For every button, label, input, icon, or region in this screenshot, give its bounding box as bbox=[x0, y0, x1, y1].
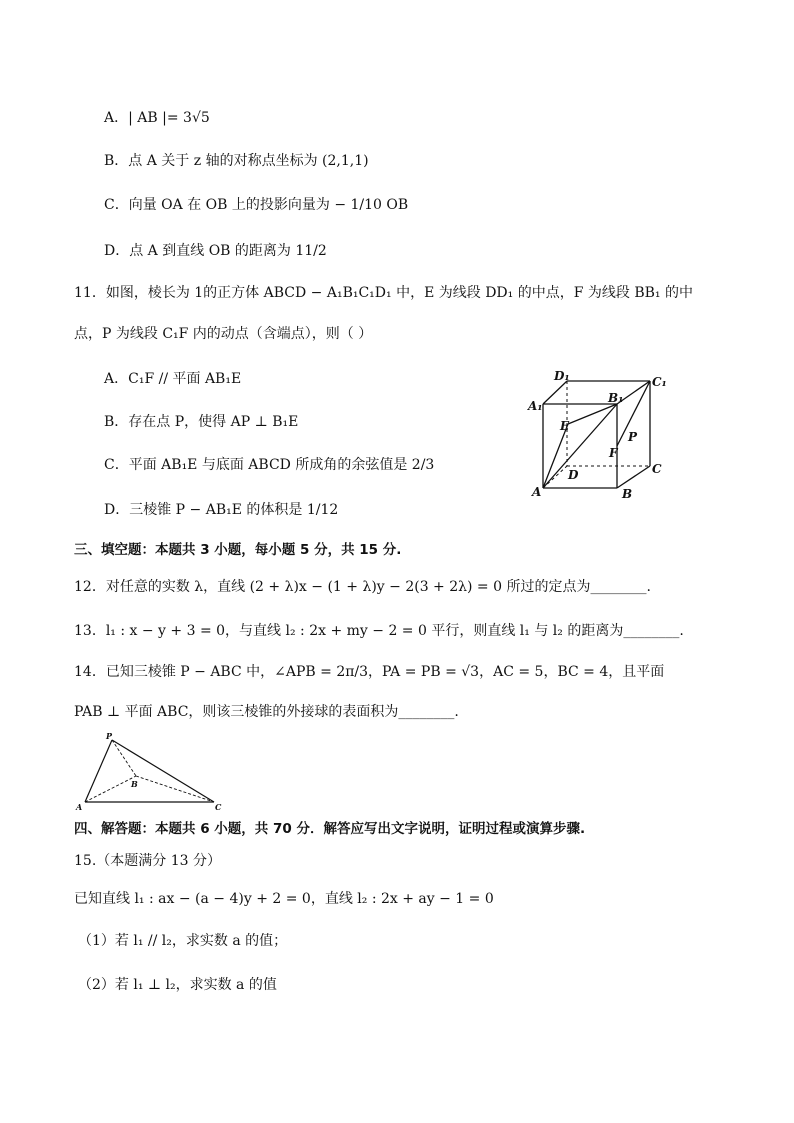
label-b: B bbox=[622, 487, 633, 501]
q11-stem-line2: 点，P 为线段 C₁F 内的动点（含端点），则（ ） bbox=[74, 326, 373, 342]
option-label: A． bbox=[104, 371, 129, 387]
option-text: 点 A 关于 z 轴的对称点坐标为 (2,1,1) bbox=[128, 153, 369, 169]
label-e: E bbox=[560, 419, 570, 433]
option-label: A． bbox=[104, 110, 129, 126]
label-a1: A₁ bbox=[528, 399, 543, 413]
label-c: C bbox=[652, 462, 662, 476]
label-c1: C₁ bbox=[652, 375, 667, 389]
option-label: D． bbox=[104, 502, 130, 518]
option-text: C₁F // 平面 AB₁E bbox=[128, 371, 242, 387]
option-label: C． bbox=[104, 457, 129, 473]
q10-option-b bbox=[104, 151, 369, 171]
option-text: 向量 OA 在 OB 上的投影向量为 − 1/10 OB bbox=[128, 197, 409, 213]
option-label: D． bbox=[104, 243, 130, 259]
q10-option-c bbox=[104, 195, 408, 215]
q12-text: 12．对任意的实数 λ，直线 (2 + λ)x − (1 + λ)y − 2(3 + 2λ) = 0 所过的定点为________. bbox=[74, 579, 651, 595]
option-text: 平面 AB₁E 与底面 ABCD 所成角的余弦值是 2/3 bbox=[128, 457, 435, 473]
q10-option-d bbox=[104, 241, 327, 261]
q13-text: 13．l₁ : x − y + 3 = 0，与直线 l₂ : 2x + my − 2 = 0 平行，则直线 l₁ 与 l₂ 的距离为________. bbox=[74, 623, 684, 639]
q14-line2: PAB ⊥ 平面 ABC，则该三棱锥的外接球的表面积为________. bbox=[74, 704, 459, 720]
label-d: D bbox=[568, 468, 579, 482]
option-label: B． bbox=[104, 153, 129, 169]
cube-figure bbox=[520, 366, 680, 506]
label-a: A bbox=[532, 485, 542, 499]
q11-option-b bbox=[104, 412, 298, 432]
option-text: 存在点 P，使得 AP ⊥ B₁E bbox=[128, 414, 299, 430]
q15-part-2: （2）若 l₁ ⊥ l₂，求实数 a 的值 bbox=[78, 977, 277, 993]
label-b1: B₁ bbox=[608, 391, 624, 405]
tetrahedron-figure bbox=[70, 730, 230, 812]
label-c: C bbox=[215, 802, 222, 812]
q11-stem-line1: 11．如图，棱长为 1的正方体 ABCD − A₁B₁C₁D₁ 中，E 为线段 DD₁ 的中点，F 为线段 BB₁ 的中 bbox=[74, 285, 693, 301]
label-b: B bbox=[131, 779, 138, 789]
label-f: F bbox=[609, 446, 618, 460]
option-text: 三棱锥 P − AB₁E 的体积是 1/12 bbox=[129, 502, 339, 518]
option-label: B． bbox=[104, 414, 129, 430]
option-text: 点 A 到直线 OB 的距离为 11/2 bbox=[129, 243, 327, 259]
q15-part-1: （1）若 l₁ // l₂，求实数 a 的值； bbox=[78, 933, 288, 949]
section-3-title: 三、填空题：本题共 3 小题，每小题 5 分，共 15 分. bbox=[74, 542, 402, 558]
section-4-title: 四、解答题：本题共 6 小题，共 70 分．解答应写出文字说明，证明过程或演算步骤. bbox=[74, 821, 586, 837]
label-p: P bbox=[106, 731, 113, 741]
q11-option-d bbox=[104, 500, 338, 520]
option-label: C． bbox=[104, 197, 129, 213]
label-p: P bbox=[628, 430, 638, 444]
q11-option-c bbox=[104, 455, 434, 475]
q15-header: 15.（本题满分 13 分） bbox=[74, 853, 221, 869]
q11-option-a bbox=[104, 369, 241, 389]
q15-stem: 已知直线 l₁ : ax − (a − 4)y + 2 = 0，直线 l₂ : 2x + ay − 1 = 0 bbox=[74, 891, 494, 907]
q10-option-a bbox=[104, 108, 210, 128]
q14-line1: 14．已知三棱锥 P − ABC 中，∠APB = 2π/3，PA = PB = √3，AC = 5，BC = 4，且平面 bbox=[74, 664, 665, 680]
option-text: | AB |= 3√5 bbox=[128, 110, 210, 126]
label-d1: D₁ bbox=[554, 369, 570, 383]
label-a: A bbox=[76, 802, 83, 812]
